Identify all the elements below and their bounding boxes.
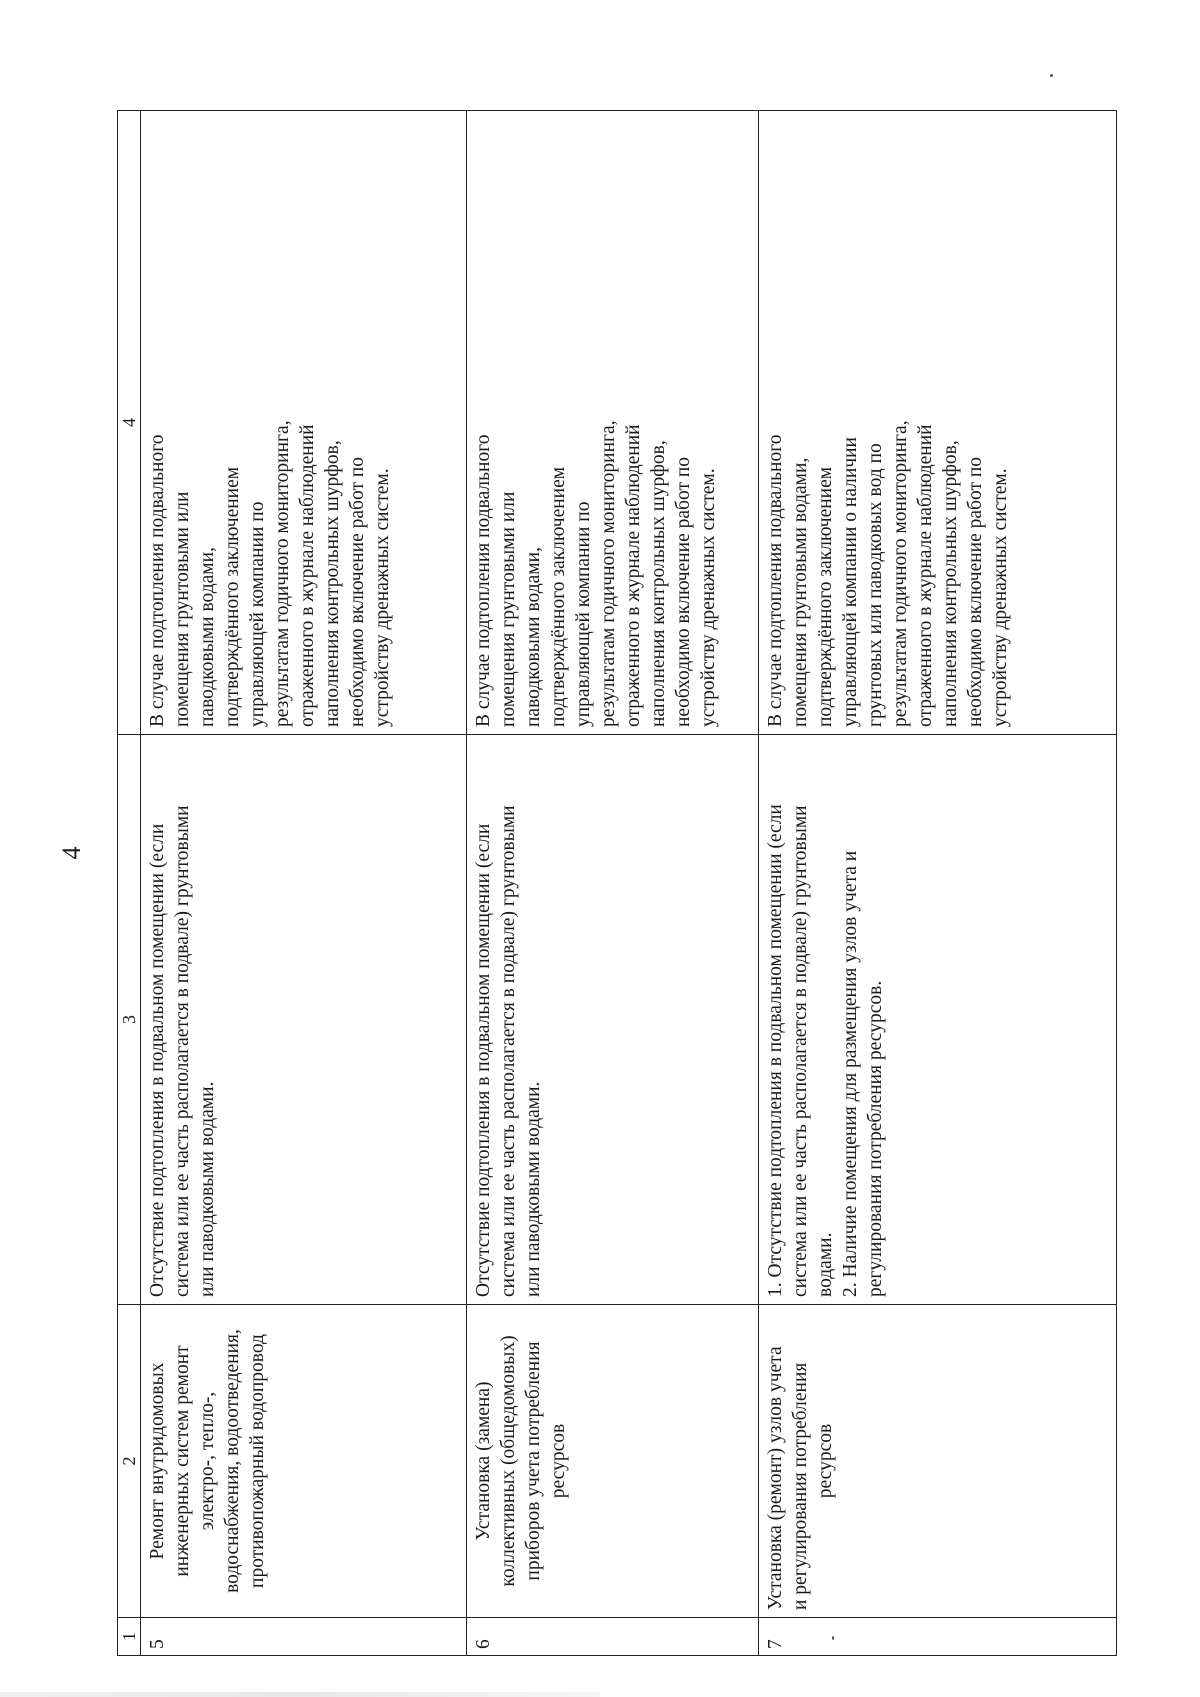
note-cell <box>467 111 759 735</box>
note-line: подтверждённого заключением <box>815 466 836 727</box>
row-number: 5 <box>141 1618 467 1656</box>
note-line: наполнения контрольных шурфов, <box>648 440 669 727</box>
column-header-2: 2 <box>118 1305 141 1618</box>
column-header-4: 4 <box>118 111 141 735</box>
note-cell <box>141 111 467 735</box>
condition-line: 2. Наличие помещения для размещения узлов учета и <box>840 850 861 1297</box>
condition-cell <box>759 735 1117 1305</box>
column-header-1: 1 <box>118 1618 141 1656</box>
work-type-line: противопожарный водопровод <box>247 1334 268 1588</box>
note-line: отраженного в журнале наблюдений <box>297 424 318 727</box>
work-type-line: ресурсов <box>815 1423 836 1499</box>
table-row <box>759 111 1117 1656</box>
condition-line: регулирования потребления ресурсов. <box>865 980 886 1297</box>
note-line: помещения грунтовыми водами, <box>790 457 811 727</box>
condition-cell <box>467 735 759 1305</box>
condition-line: Отсутствие подтопления в подвальном помещении (если <box>147 823 168 1297</box>
condition-cell <box>141 735 467 1305</box>
column-header-3: 3 <box>118 735 141 1305</box>
condition-line: система или ее часть располагается в подвале) грунтовыми <box>790 805 811 1297</box>
note-line: результатам годичного мониторинга, <box>598 420 619 727</box>
page-number: 4 <box>57 846 86 860</box>
note-line: необходимо включение работ по <box>965 456 986 727</box>
scan-edge-artifact <box>0 1692 600 1697</box>
note-line: подтверждённого заключением <box>222 466 243 727</box>
note-line: наполнения контрольных шурфов, <box>322 440 343 727</box>
note-line: помещения грунтовыми или <box>498 491 519 727</box>
work-type-line: электро-, тепло-, <box>197 1391 218 1531</box>
work-type-cell <box>141 1305 467 1618</box>
work-type-line: инженерных систем ремонт <box>172 1345 193 1577</box>
condition-line: 1. Отсутствие подтопления в подвальном помещении (если <box>765 804 786 1297</box>
table-wrapper <box>117 111 1117 1656</box>
note-line: управляющей компании о наличии <box>840 437 861 727</box>
note-line: устройству дренажных систем. <box>698 468 719 727</box>
requirements-table <box>117 110 1117 1656</box>
work-type-line: Установка (ремонт) узлов учета <box>765 1346 786 1610</box>
condition-line: или паводковыми водами. <box>197 1081 218 1297</box>
note-line: результатам годичного мониторинга, <box>272 420 293 727</box>
note-line: паводковыми водами, <box>523 547 544 727</box>
condition-line: водами. <box>815 1232 836 1297</box>
note-line: паводковыми водами, <box>197 547 218 727</box>
note-cell <box>759 111 1117 735</box>
note-line: В случае подтопления подвального <box>473 434 494 727</box>
table-row <box>467 111 759 1656</box>
condition-line: Отсутствие подтопления в подвальном помещении (если <box>473 823 494 1297</box>
note-line: отраженного в журнале наблюдений <box>623 424 644 727</box>
note-line: отраженного в журнале наблюдений <box>915 424 936 727</box>
note-line: необходимо включение работ по <box>347 456 368 727</box>
note-line: помещения грунтовыми или <box>172 491 193 727</box>
work-type-line: ресурсов <box>548 1423 569 1499</box>
work-type-line: и регулирования потребления <box>790 1362 811 1610</box>
scan-speck <box>1050 74 1053 77</box>
table-header-row <box>118 111 141 1656</box>
note-line: результатам годичного мониторинга, <box>890 420 911 727</box>
row-number: 6 <box>467 1618 759 1656</box>
work-type-line: Ремонт внутридомовых <box>147 1362 168 1560</box>
note-line: управляющей компании по <box>573 501 594 727</box>
note-line: устройству дренажных систем. <box>990 468 1011 727</box>
condition-line: система или ее часть располагается в подвале) грунтовыми <box>498 805 519 1297</box>
work-type-line: коллективных (общедомовых) <box>498 1335 519 1587</box>
work-type-line: приборов учета потребления <box>523 1341 544 1581</box>
note-line: необходимо включение работ по <box>673 456 694 727</box>
note-line: В случае подтопления подвального <box>765 434 786 727</box>
note-line: устройству дренажных систем. <box>372 468 393 727</box>
note-line: В случае подтопления подвального <box>147 434 168 727</box>
note-line: управляющей компании по <box>247 501 268 727</box>
table-row <box>141 111 467 1656</box>
row-number: 7 <box>759 1618 1117 1656</box>
condition-line: или паводковыми водами. <box>523 1081 544 1297</box>
rotated-table-container <box>117 111 1117 1656</box>
condition-line: система или ее часть располагается в подвале) грунтовыми <box>172 805 193 1297</box>
note-line: подтверждённого заключением <box>548 466 569 727</box>
note-line: грунтовых или паводковых вод по <box>865 443 886 727</box>
work-type-cell <box>467 1305 759 1618</box>
work-type-cell <box>759 1305 1117 1618</box>
work-type-line: Установка (замена) <box>473 1381 494 1541</box>
scan-speck <box>832 1636 834 1640</box>
note-line: наполнения контрольных шурфов, <box>940 440 961 727</box>
work-type-line: водоснабжения, водоотведения, <box>222 1329 243 1593</box>
